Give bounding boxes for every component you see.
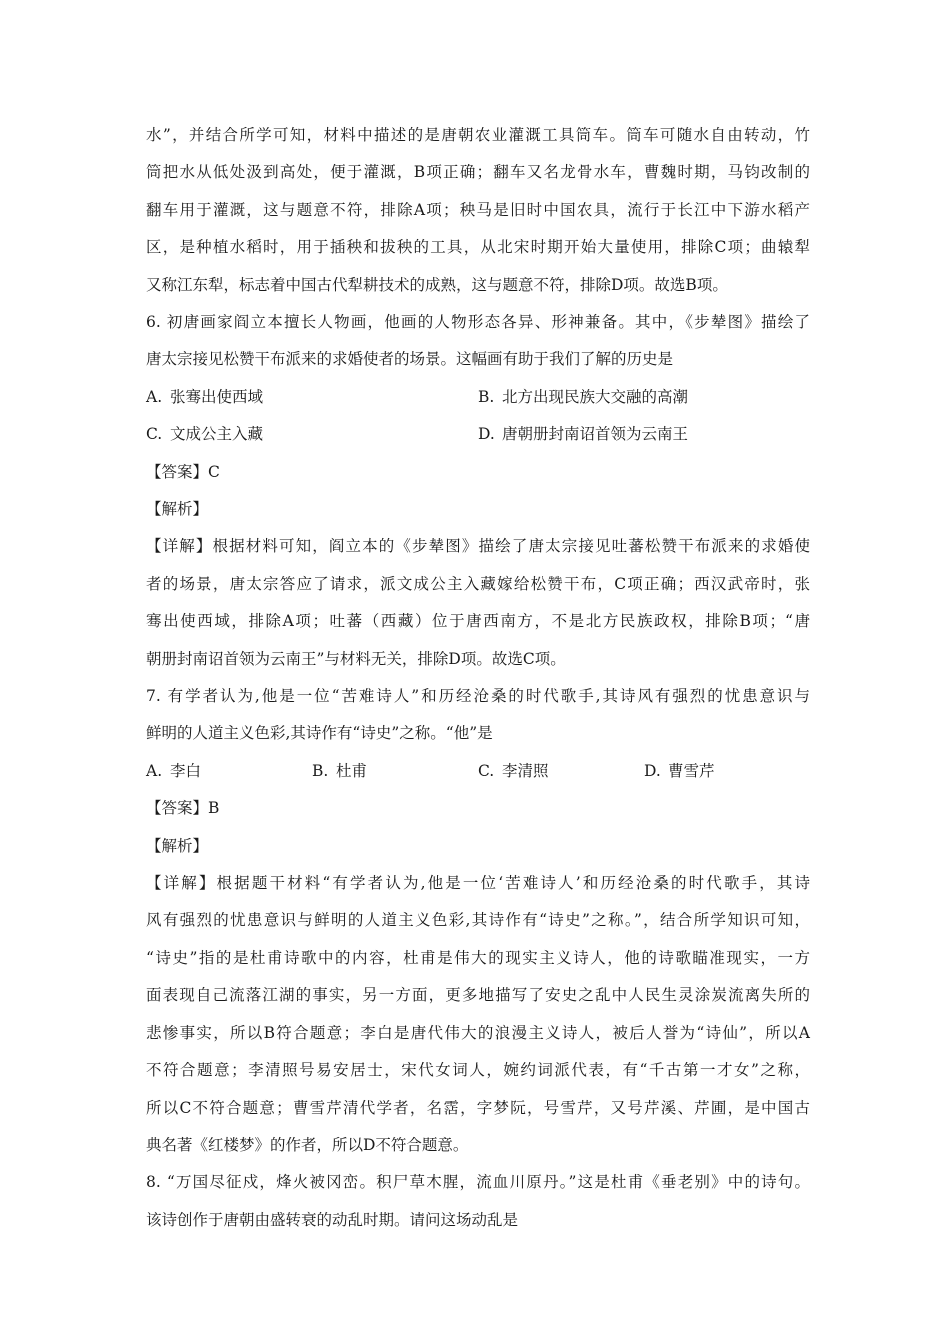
text-line: 区，是种植水稻时，用于插秧和拔秧的工具，从北宋时期开始大量使用，排除C项；曲辕犁 (146, 238, 810, 257)
question-7-answer: 【答案】B (146, 799, 220, 818)
text-line: 鲜明的人道主义色彩,其诗作有“诗史”之称。“他”是 (146, 724, 493, 743)
question-7-analysis-label: 【解析】 (146, 836, 209, 855)
text-line: “诗史”指的是杜甫诗歌中的内容，杜甫是伟大的现实主义诗人，他的诗歌瞄准现实，一方 (146, 948, 810, 967)
option-a: A. 李白 (146, 761, 202, 780)
text-line: 【详解】根据题干材料“有学者认为,他是一位‘苦难诗人’和历经沧桑的时代歌手，其诗 (146, 874, 810, 893)
text-line: 者的场景，唐太宗答应了请求，派文成公主入藏嫁给松赞干布，C项正确；西汉武帝时，张 (146, 574, 810, 593)
question-6-options-row-1 (146, 379, 810, 416)
option-b: B. 杜甫 (312, 761, 368, 780)
question-6-detail (146, 528, 810, 678)
question-8-stem (146, 1164, 810, 1239)
option-c: C. 李清照 (478, 761, 549, 780)
text-line: 6. 初唐画家阎立本擅长人物画，他画的人物形态各异、形神兼备。其中，《步辇图》描绘了 (146, 313, 810, 332)
option-d: D. 唐朝册封南诏首领为云南王 (478, 425, 689, 444)
text-line: 悲惨事实，所以B符合题意；李白是唐代伟大的浪漫主义诗人，被后人誉为“诗仙”，所以A (146, 1023, 810, 1042)
question-7-options (146, 753, 810, 790)
option-b: B. 北方出现民族大交融的高潮 (478, 387, 689, 406)
text-line: 翻车用于灌溉，这与题意不符，排除A项；秧马是旧时中国农具，流行于长江中下游水稻产 (146, 200, 810, 219)
text-line: 又称江东犁，标志着中国古代犁耕技术的成熟，这与题意不符，排除D项。故选B项。 (146, 275, 728, 294)
option-c: C. 文成公主入藏 (146, 425, 264, 444)
text-line: 朝册封南诏首领为云南王”与材料无关，排除D项。故选C项。 (146, 649, 566, 668)
text-line: 7. 有学者认为,他是一位“苦难诗人”和历经沧桑的时代歌手,其诗风有强烈的忧患意识与 (146, 687, 810, 706)
document-page (146, 117, 810, 1239)
text-line: 典名著《红楼梦》的作者，所以D不符合题意。 (146, 1135, 469, 1154)
text-line: 该诗创作于唐朝由盛转衰的动乱时期。请问这场动乱是 (146, 1210, 519, 1229)
question-6-options-row-2 (146, 416, 810, 453)
question-6-analysis-label: 【解析】 (146, 500, 209, 519)
text-line: 风有强烈的忧患意识与鲜明的人道主义色彩,其诗作有“诗史”之称。”，结合所学知识可知， (146, 911, 810, 930)
option-a: A. 张骞出使西域 (146, 387, 264, 406)
text-line: 8. “万国尽征戍，烽火被冈峦。积尸草木腥，流血川原丹。”这是杜甫《垂老别》中的诗句。 (146, 1173, 810, 1192)
text-line: 水”，并结合所学可知，材料中描述的是唐朝农业灌溉工具筒车。筒车可随水自由转动，竹 (146, 126, 810, 144)
text-line: 所以C不符合题意；曹雪芹清代学者，名霑，字梦阮，号雪芹，又号芹溪、芹圃，是中国古 (146, 1098, 810, 1117)
text-line: 唐太宗接见松赞干布派来的求婚使者的场景。这幅画有助于我们了解的历史是 (146, 350, 674, 369)
question-6-answer: 【答案】C (146, 462, 220, 481)
text-line: 不符合题意；李清照号易安居士，宋代女词人，婉约词派代表，有“千古第一才女”之称， (146, 1061, 810, 1080)
question-6-stem (146, 304, 810, 379)
text-line: 面表现自己流落江湖的事实，另一方面，更多地描写了安史之乱中人民生灵涂炭流离失所的 (146, 986, 810, 1005)
option-d: D. 曹雪芹 (644, 761, 715, 780)
question-7-stem (146, 678, 810, 753)
text-line: 【详解】根据材料可知，阎立本的《步辇图》描绘了唐太宗接见吐蕃松赞干布派来的求婚使 (146, 537, 810, 556)
text-line: 筒把水从低处汲到高处，便于灌溉，B项正确；翻车又名龙骨水车，曹魏时期，马钧改制的 (146, 163, 810, 182)
question-7-detail (146, 865, 810, 1164)
q5-explanation-continued (146, 117, 810, 304)
text-line: 骞出使西域，排除A项；吐蕃（西藏）位于唐西南方，不是北方民族政权，排除B项；“唐 (146, 612, 810, 631)
